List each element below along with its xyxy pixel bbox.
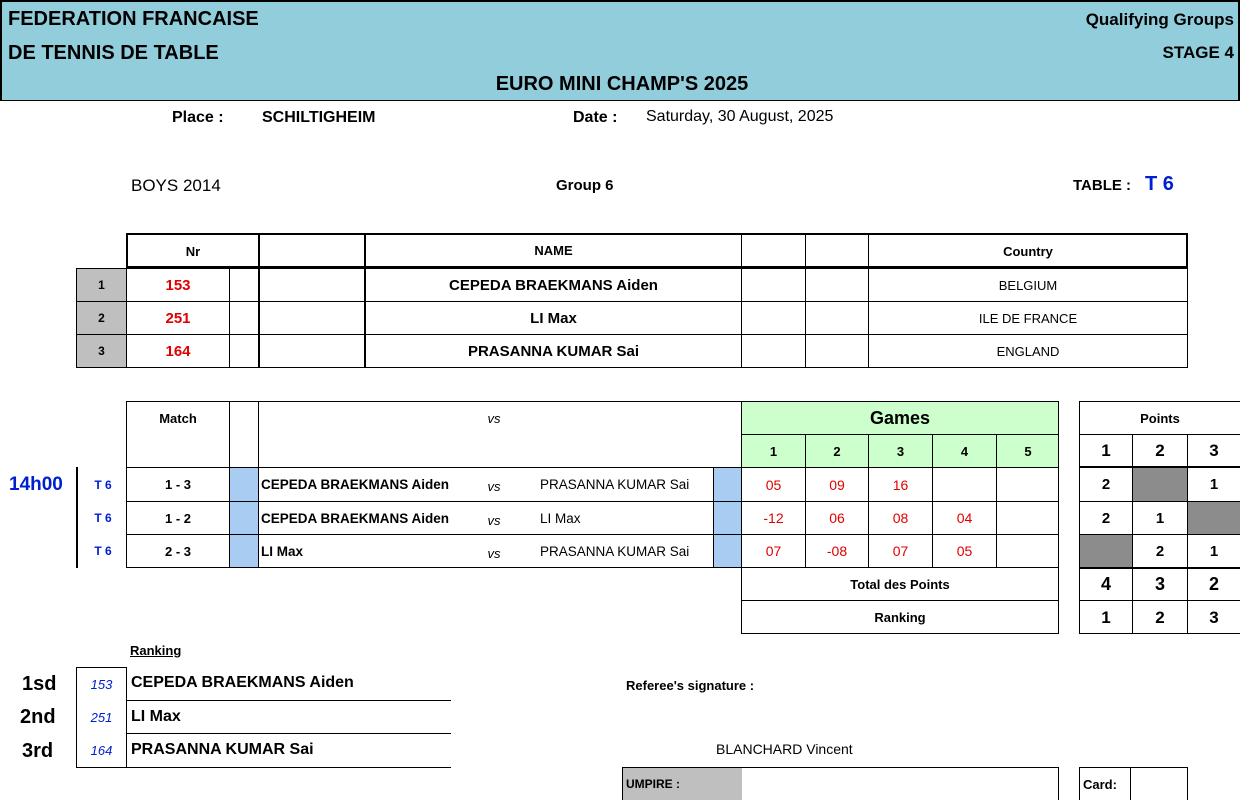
total-points-3: 2	[1208, 574, 1219, 594]
rank-3: 3	[1209, 607, 1219, 627]
header-banner	[0, 0, 1240, 101]
match-vs-1: vs	[487, 479, 501, 494]
table-value: T 6	[1145, 173, 1174, 195]
points-3-1	[1080, 535, 1132, 567]
total-points-2: 3	[1154, 574, 1165, 594]
match-table-3: T 6	[94, 544, 112, 558]
match-table-1: T 6	[94, 477, 112, 492]
game-score-2-1: -12	[763, 510, 784, 526]
player-pos-2: 2	[77, 302, 126, 334]
points-2-1: 2	[1101, 509, 1111, 527]
game-score-3-5	[997, 535, 1059, 567]
game-number-1: 1	[769, 443, 778, 459]
player-pos-1: 1	[77, 269, 126, 301]
game-score-1-4	[933, 468, 996, 501]
points-col-1: 1	[1101, 440, 1111, 460]
player-country-3: ENGLAND	[996, 343, 1060, 359]
points-3-3: 1	[1209, 542, 1219, 560]
place-value: SCHILTIGHEIM	[262, 109, 376, 126]
match-player1-2: CEPEDA BRAEKMANS Aiden	[261, 510, 450, 526]
game-score-2-5	[997, 502, 1059, 534]
final-name-2: LI Max	[131, 708, 181, 725]
final-nr-3: 164	[90, 743, 113, 758]
date-value: Saturday, 30 August, 2025	[646, 108, 834, 125]
game-score-3-1: 07	[765, 543, 782, 559]
points-1-2	[1133, 468, 1187, 501]
game-number-4: 4	[960, 443, 969, 459]
date-label: Date :	[573, 109, 618, 126]
group-label: Group 6	[556, 177, 614, 194]
games-header: Games	[869, 407, 931, 428]
phase-label: Qualifying Groups	[1085, 10, 1234, 29]
total-points-1: 4	[1100, 574, 1111, 594]
country-header: Country	[1003, 244, 1053, 259]
game-score-1-3: 16	[892, 476, 909, 493]
game-score-1-2: 09	[829, 476, 845, 493]
final-nr-1: 153	[90, 676, 113, 692]
match-header: Match	[159, 410, 197, 426]
name-header: NAME	[534, 243, 573, 258]
game-number-5: 5	[1024, 443, 1032, 459]
ranking-label: Ranking	[874, 609, 926, 625]
card-label: Card:	[1083, 777, 1117, 792]
final-name-3: PRASANNA KUMAR Sai	[131, 741, 314, 758]
match-player2-1: PRASANNA KUMAR Sai	[540, 477, 690, 492]
match-player1-3: LI Max	[261, 543, 304, 559]
match-pair-2: 1 - 2	[164, 510, 191, 526]
org-name-line1: FEDERATION FRANCAISE	[8, 8, 259, 30]
points-3-2: 2	[1155, 542, 1165, 560]
player-country-1: BELGIUM	[998, 277, 1058, 293]
game-score-2-4: 04	[956, 510, 973, 526]
match-player2-2: LI Max	[540, 510, 581, 526]
stage-label: STAGE 4	[1162, 43, 1234, 62]
final-nr-2: 251	[90, 709, 113, 725]
match-player2-3: PRASANNA KUMAR Sai	[540, 543, 690, 559]
final-name-1: CEPEDA BRAEKMANS Aiden	[131, 674, 354, 691]
player-name-1: CEPEDA BRAEKMANS Aiden	[449, 276, 658, 294]
points-1-1: 2	[1101, 476, 1111, 493]
final-ranking-title: Ranking	[130, 643, 182, 658]
total-points-label: Total des Points	[850, 576, 950, 592]
final-place-3: 3rd	[22, 740, 54, 762]
game-score-2-2: 06	[829, 510, 845, 526]
points-header: Points	[1140, 410, 1180, 426]
final-place-2: 2nd	[20, 706, 56, 728]
event-title: EURO MINI CHAMP'S 2025	[495, 73, 749, 95]
vs-header: vs	[487, 410, 501, 426]
referee-signature-label: Referee's signature :	[626, 678, 755, 693]
match-pair-1: 1 - 3	[164, 477, 191, 492]
game-score-1-1: 05	[765, 476, 782, 493]
points-col-2: 2	[1155, 440, 1165, 460]
match-table-2: T 6	[94, 511, 112, 525]
rank-2: 2	[1155, 607, 1165, 627]
game-score-3-2: -08	[826, 543, 848, 559]
org-name-line2: DE TENNIS DE TABLE	[8, 42, 219, 64]
match-time: 14h00	[9, 474, 63, 495]
referee-name: BLANCHARD Vincent	[716, 741, 853, 757]
final-place-1: 1sd	[22, 673, 57, 695]
place-label: Place :	[172, 109, 224, 126]
player-pos-3: 3	[77, 335, 126, 367]
game-score-1-5	[997, 468, 1059, 501]
match-vs-3: vs	[487, 545, 501, 561]
player-name-2: LI Max	[530, 309, 577, 327]
points-2-3	[1188, 502, 1240, 534]
player-nr-3: 164	[165, 342, 191, 360]
game-number-2: 2	[833, 443, 841, 459]
match-player1-1: CEPEDA BRAEKMANS Aiden	[261, 477, 450, 492]
umpire-label: UMPIRE :	[626, 777, 680, 791]
match-pair-3: 2 - 3	[164, 543, 191, 559]
game-score-2-3: 08	[892, 510, 909, 526]
game-score-3-3: 07	[892, 543, 909, 559]
player-name-3: PRASANNA KUMAR Sai	[467, 342, 640, 360]
game-score-3-4: 05	[956, 543, 973, 559]
player-nr-1: 153	[165, 276, 191, 294]
points-2-2: 1	[1155, 509, 1165, 527]
nr-header: Nr	[185, 244, 201, 259]
game-number-3: 3	[896, 443, 905, 459]
table-label: TABLE :	[1073, 177, 1132, 194]
player-country-2: ILE DE FRANCE	[978, 310, 1078, 326]
points-1-3: 1	[1209, 476, 1219, 493]
category-label: BOYS 2014	[131, 176, 221, 195]
rank-1: 1	[1101, 607, 1111, 627]
match-vs-2: vs	[487, 512, 501, 528]
points-col-3: 3	[1209, 440, 1219, 460]
player-nr-2: 251	[165, 309, 191, 327]
